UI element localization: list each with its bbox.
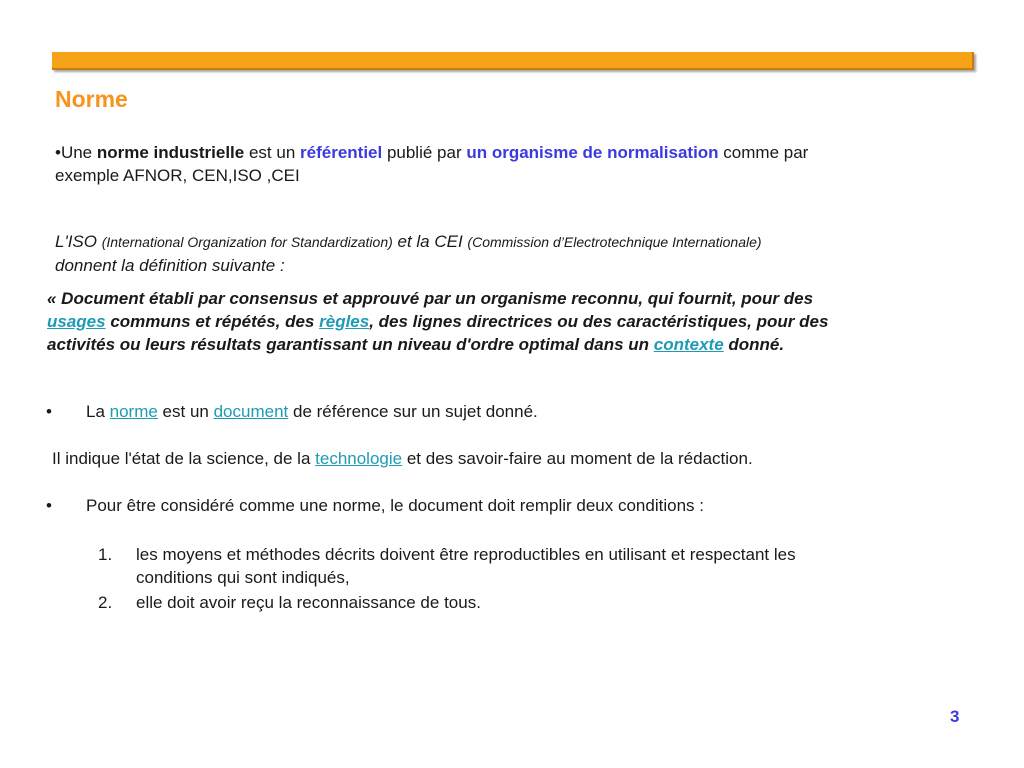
cei-full-name: (Commission d’Electrotechnique Internationale)	[467, 234, 762, 250]
bullet-text-part: La	[86, 402, 110, 421]
intro-line-1	[55, 141, 975, 164]
link-norme[interactable]: norme	[109, 402, 158, 421]
definition-text: , des lignes directrices ou des caractéristiques, pour des	[369, 312, 829, 331]
iso-line-2: donnent la définition suivante :	[55, 256, 285, 275]
bullet-marker: •	[46, 496, 52, 515]
iso-text: L'ISO	[55, 232, 102, 251]
definition-line-2	[47, 310, 987, 333]
link-technologie[interactable]: technologie	[315, 449, 403, 468]
definition-text: donné.	[723, 335, 785, 354]
intro-text: est un	[244, 143, 301, 162]
iso-line-1	[55, 230, 975, 254]
term-referentiel: référentiel	[300, 143, 383, 162]
bullet-marker: •	[46, 402, 52, 421]
page-number: 3	[950, 707, 960, 726]
intro-bullet: •Une	[55, 143, 97, 162]
definition-text: communs et répétés, des	[105, 312, 320, 331]
intro-line-2: exemple AFNOR, CEN,ISO ,CEI	[55, 166, 300, 185]
paragraph-text: et des savoir-faire au moment de la rédaction.	[402, 449, 753, 468]
iso-full-name: (International Organization for Standardization)	[101, 234, 393, 250]
definition-quote	[47, 287, 987, 356]
definition-line-1: « Document établi par consensus et approuvé par un organisme reconnu, qui fournit, pour des	[47, 289, 814, 308]
condition-number: 2.	[98, 593, 113, 612]
bullet-text: Pour être considéré comme une norme, le document doit remplir deux conditions :	[86, 496, 704, 515]
condition-line: conditions qui sont indiqués,	[136, 568, 350, 587]
condition-text: elle doit avoir reçu la reconnaissance de tous.	[136, 593, 481, 612]
title-accent-bar	[52, 52, 974, 70]
definition-text: activités ou leurs résultats garantissant un niveau d'ordre optimal dans un	[47, 335, 654, 354]
condition-text	[136, 543, 796, 589]
state-paragraph	[52, 447, 992, 470]
term-norme-industrielle: norme industrielle	[96, 143, 245, 162]
link-document[interactable]: document	[213, 402, 289, 421]
link-usages[interactable]: usages	[47, 312, 106, 331]
intro-paragraph	[55, 141, 975, 187]
iso-text: et la CEI	[392, 232, 468, 251]
slide-title: Norme	[55, 86, 128, 112]
bullet-text	[86, 400, 538, 423]
iso-paragraph	[55, 230, 975, 277]
bullet-text-part: de référence sur un sujet donné.	[288, 402, 538, 421]
paragraph-text: Il indique l'état de la science, de la	[52, 449, 316, 468]
intro-text: publié par	[382, 143, 467, 162]
bullet-text-part: est un	[157, 402, 214, 421]
intro-text: comme par	[718, 143, 809, 162]
link-contexte[interactable]: contexte	[653, 335, 724, 354]
condition-line: les moyens et méthodes décrits doivent être reproductibles en utilisant et respectant les	[136, 545, 796, 564]
term-organisme: un organisme de normalisation	[466, 143, 719, 162]
link-regles[interactable]: règles	[319, 312, 370, 331]
definition-line-3	[47, 333, 987, 356]
condition-number: 1.	[98, 545, 113, 564]
